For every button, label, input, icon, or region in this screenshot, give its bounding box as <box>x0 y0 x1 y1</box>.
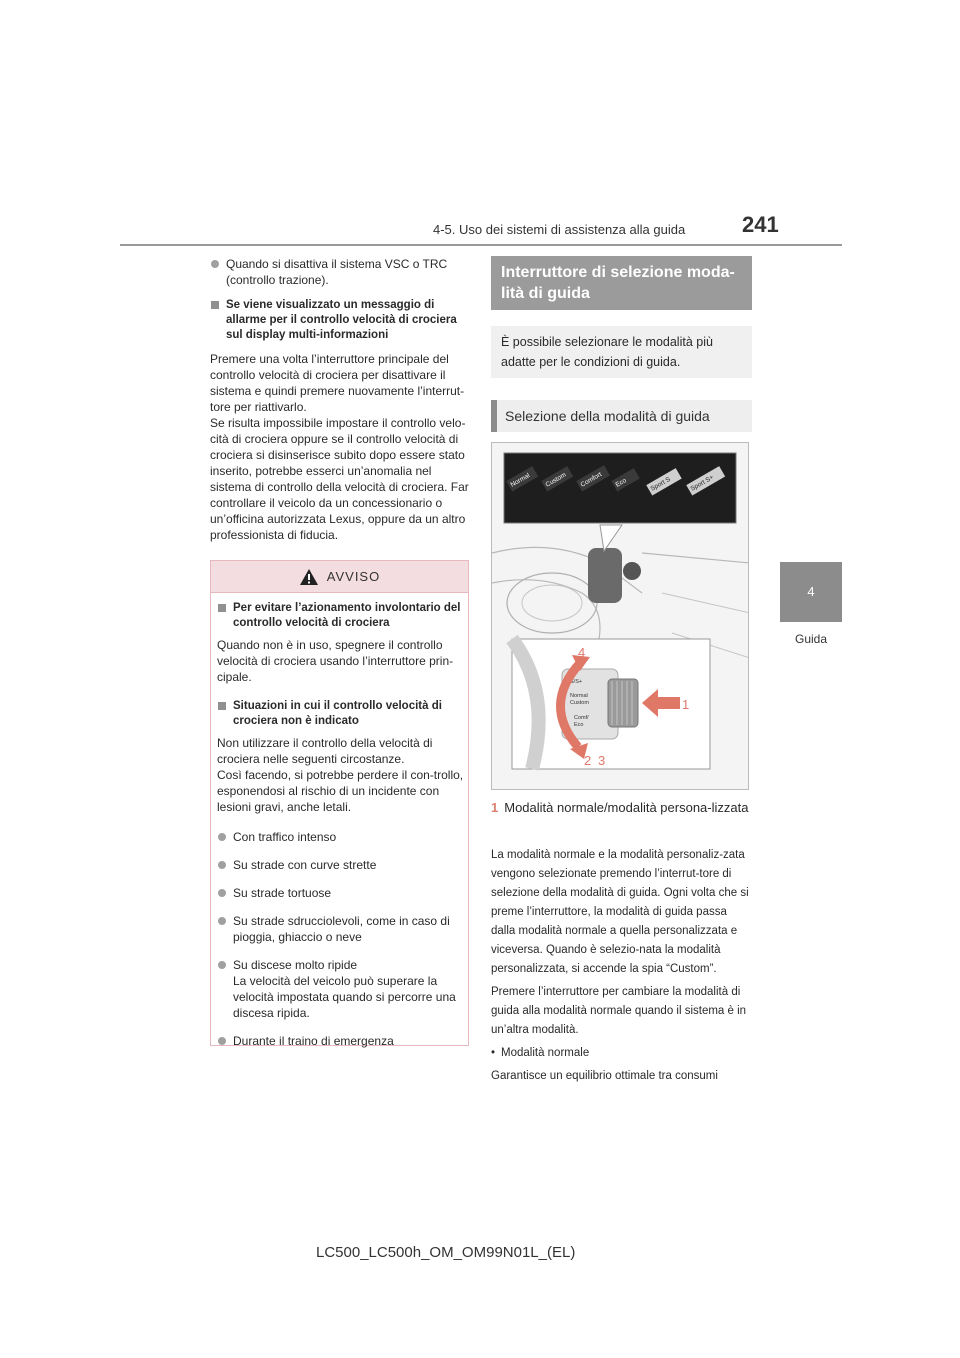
figure-caption <box>491 798 753 818</box>
mode-eco-label: Eco <box>614 477 628 489</box>
illustration-svg <box>492 443 749 790</box>
document-code: LC500_LC500h_OM_OM99N01L_(EL) <box>316 1244 576 1261</box>
paragraph: Garantisce un equilibrio ottimale tra consumi <box>491 1070 718 1082</box>
knob-label-comfort: Comf/ <box>574 715 589 721</box>
intro-box: È possibile selezionare le modalità più adatte per le condizioni di guida. <box>491 326 752 378</box>
caption-text: Modalità normale/modalità persona-lizzata <box>504 800 749 815</box>
right-body <box>491 846 753 1090</box>
warning-paragraph: Così facendo, si potrebbe perdere il con-trollo, esponendosi al rischio di un incidente con lesioni gravi, anche letali. <box>217 768 464 814</box>
list-item: • Modalità normale <box>491 1044 753 1063</box>
callout-4: 4 <box>578 645 586 660</box>
warning-box <box>210 560 469 1046</box>
warning-paragraph: Quando non è in uso, spegnere il controllo velocità di crociera usando l’interruttore prin-cipale. <box>217 638 454 684</box>
left-column <box>210 256 470 549</box>
paragraph: Premere l’interruttore per cambiare la modalità di guida alla modalità normale quando il sistema è in un’altra modalità. <box>491 986 747 1036</box>
list-item: Con traffico intenso <box>217 829 464 845</box>
mode-normal-label: Normal <box>509 472 532 489</box>
callout-2: 2 <box>584 753 592 768</box>
warning-heading: Situazioni in cui il controllo velocità di crociera non è indicato <box>217 699 464 729</box>
chapter-tab-label: Guida <box>794 632 828 646</box>
mode-sport-s-plus-label: Sport S+ <box>689 473 716 493</box>
bullet-item: Quando si disattiva il sistema VSC o TRC (controllo trazione). <box>210 256 470 288</box>
warning-triangle-icon <box>299 568 319 586</box>
mode-sport-s-label: Sport S <box>649 475 672 493</box>
callout-1: 1 <box>682 697 690 712</box>
warning-title: AVVISO <box>326 569 381 584</box>
list-item <box>217 957 464 1021</box>
header-section-title: 4-5. Uso dei sistemi di assistenza alla guida <box>433 222 686 237</box>
mode-custom-label: Custom <box>544 471 568 489</box>
knob-label-custom: Custom <box>570 700 589 706</box>
warning-heading: Per evitare l’azionamento involontario del controllo velocità di crociera <box>217 601 464 631</box>
knob-label-sport: S/S+ <box>570 679 583 685</box>
list-item-title: Su discese molto ripide <box>233 958 358 972</box>
section-heading: Se viene visualizzato un messaggio di allarme per il controllo velocità di crociera sul display multi-informazioni <box>210 298 470 343</box>
list-item-detail: La velocità del veicolo può superare la velocità impostata quando si percorre una discesa ripida. <box>233 974 456 1020</box>
drive-mode-illustration <box>491 442 749 790</box>
warning-header <box>211 561 468 593</box>
paragraph: Se risulta impossibile impostare il controllo velo-cità di crociera oppure se il controllo velocità di crociera si disinserisce subito dopo essere stato inserito, potrebbe esserci un’anomalia nel sistema di controllo della velocità di crociera. Far controllare il veicolo da un concessionario o un’officina autorizzata Lexus, oppure da un altro professionista di fiducia. <box>210 416 469 542</box>
list-item: Su strade sdrucciolevoli, come in caso di pioggia, ghiaccio o neve <box>217 913 464 945</box>
knob-label-normal: Normal <box>570 693 588 699</box>
header-divider <box>120 244 842 246</box>
right-column <box>491 256 752 432</box>
list-item: Su strade con curve strette <box>217 857 464 873</box>
list-item: Durante il traino di emergenza <box>217 1033 464 1049</box>
warning-paragraph: Non utilizzare il controllo della velocità di crociera nelle seguenti circostanze. <box>217 736 433 766</box>
section-title: Interruttore di selezione moda-lità di guida <box>491 256 752 310</box>
callout-3: 3 <box>598 753 606 768</box>
warning-body <box>211 593 468 1049</box>
chapter-tab[interactable]: 4 <box>780 562 842 622</box>
knob-label-eco: Eco <box>574 722 584 728</box>
paragraph: La modalità normale e la modalità personaliz-zata vengono selezionate premendo l’interrut-tore di selezione della modalità di guida. Ogni volta che si preme l’interruttore, la modalità di guida passa dalla modalità normale a quella personalizzata e viceversa. Quando è selezio-nata la modalità personalizzata, si accende la spia “Custom”. <box>491 849 749 975</box>
page-number: 241 <box>742 212 779 237</box>
mode-comfort-label: Comfort <box>579 471 604 489</box>
caption-number: 1 <box>491 800 499 815</box>
subsection-heading: Selezione della modalità di guida <box>491 400 752 432</box>
paragraph: Premere una volta l’interruttore principale del controllo velocità di crociera per disattivare il sistema e quindi premere nuovamente l’interrut-tore per riattivarlo. <box>210 352 465 414</box>
list-item: Su strade tortuose <box>217 885 464 901</box>
